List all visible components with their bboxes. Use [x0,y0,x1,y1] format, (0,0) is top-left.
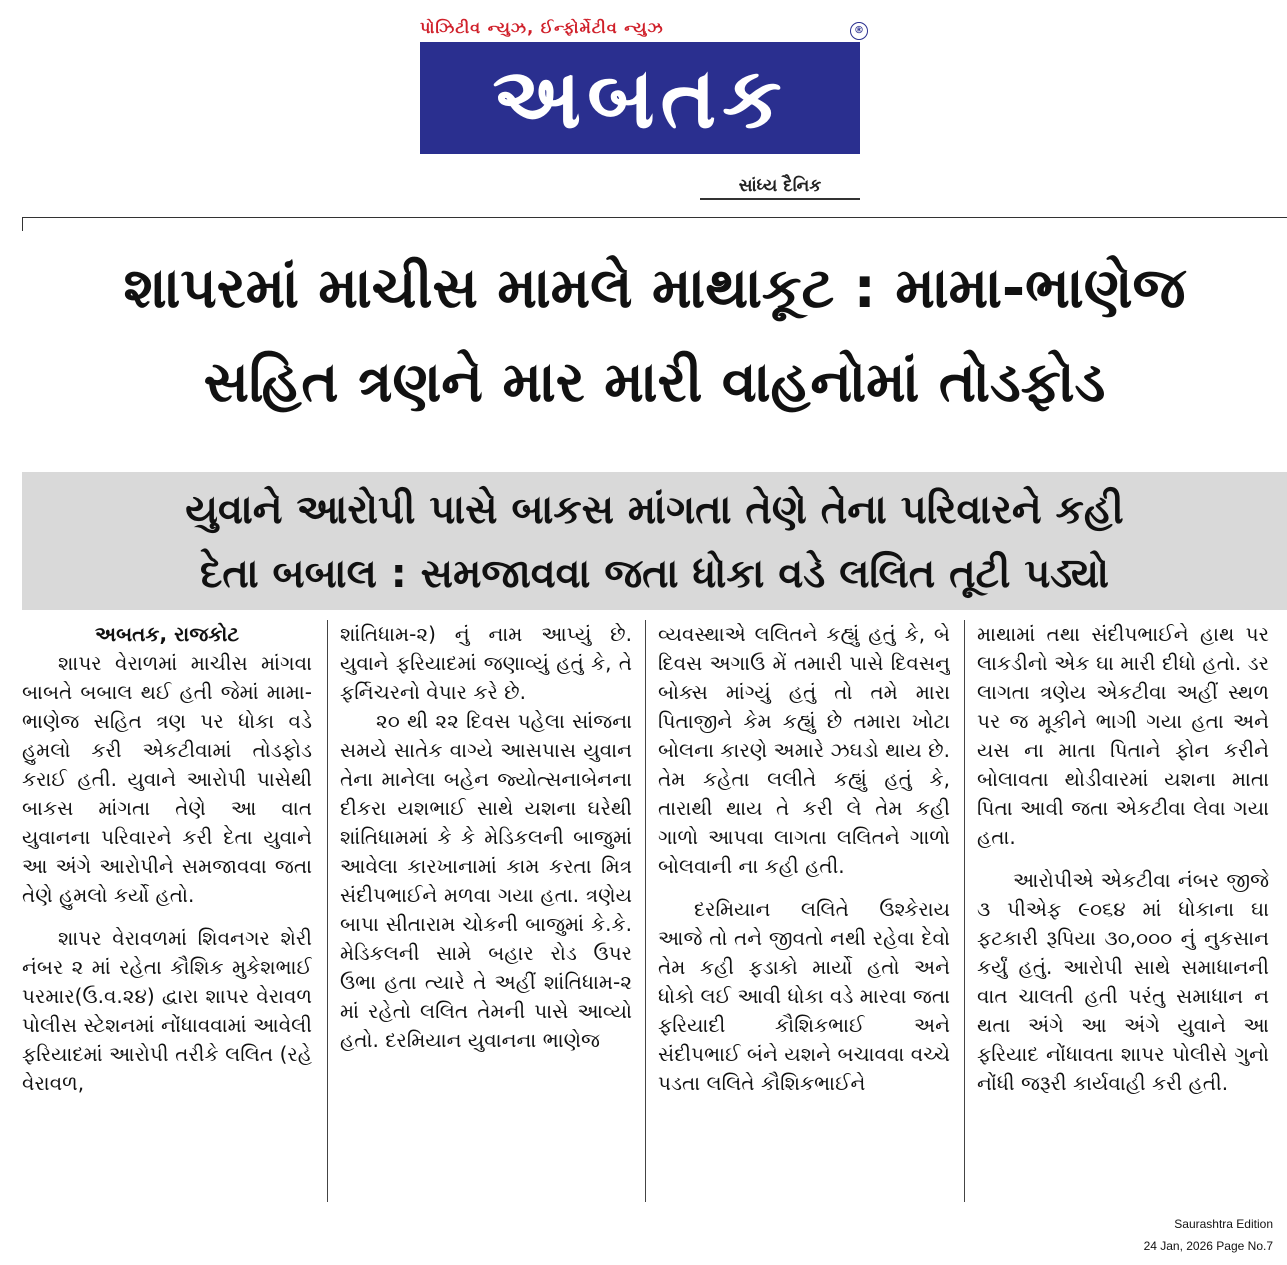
article-paragraph: વ્યવસ્થાએ લલિતને કહ્યું હતું કે, બે દિવસ અગાઉ મેં તમારી પાસે દિવસનુ બોક્સ માંગ્યું હતું તો તમે મારા પિતાજીને કેમ કહ્યું છે તમારા ખોટા બોલના કારણે અમારે ઝઘડો થાય છે. તેમ કહેતા લલીતે કહ્યું હતું કે, તારાથી થાય તે કરી લે તેમ કહી ગાળો આપવા લાગતા લલિતને ગાળો બોલવાની ના કહી હતી. [658,622,950,878]
date-page-label: 24 Jan, 2026 Page No.7 [1143,1239,1273,1253]
article-body [22,620,1287,1202]
subheadline-line-2: દેતા બબાલ : સમજાવવા જતા ધોકા વડે લલિત તૂટી પડ્યો [199,551,1110,597]
article-paragraph: દરમિયાન લલિતે ઉશ્કેરાય આજે તો તને જીવતો નથી રહેવા દેવો તેમ કહી ફડાકો માર્યો હતો અને ધોકો લઈ આવી ધોકા વડે મારવા જતા ફરિયાદી કૌશિકભાઈ અને સંદીપભાઈ બંને યશને બચાવવા વચ્ચે પડતા લલિતે કૌશિકભાઈને [658,897,950,1095]
page-footer [1144,1213,1273,1257]
subheadline-box [22,472,1287,610]
article-paragraph: આરોપીએ એકટીવા નંબર જીજે ૩ પીએફ ૯૦૬૪ માં ધોકાના ઘા ફટકારી રૂપિયા ૩૦,૦૦૦ નું નુકસાન કર્યું હતું. આરોપી સાથે સમાધાનની વાત ચાલતી હતી પરંતુ સમાધાન ન થતા અંગે આ અંગે યુવાને આ ફરિયાદ નોંધાવતા શાપર પોલીસે ગુનો નોંધી જરૂરી કાર્યવાહી કરી હતી. [977,868,1269,1095]
top-divider-tick [22,217,23,231]
headline-line-1: શાપરમાં માચીસ મામલે માથાકૂટ : મામા-ભાણેજ [123,256,1186,321]
masthead [0,0,1287,215]
abtak-logo: અબતક [420,42,860,154]
article-paragraph: શાંતિધામ-૨) નું નામ આપ્યું છે. યુવાને ફરિયાદમાં જણાવ્યું હતું કે, તે ફર્નિચરનો વેપાર કરે છે. [340,622,632,704]
article-column-1 [22,620,312,1202]
subheadline-line-1: યુવાને આરોપી પાસે બાકસ માંગતા તેણે તેના પરિવારને કહી [185,487,1124,533]
masthead-tagline: પોઝિટીવ ન્યુઝ, ઈન્ફોર્મેટીવ ન્યુઝ [420,18,664,37]
article-paragraph: ૨૦ થી ૨૨ દિવસ પહેલા સાંજના સમયે સાતેક વાગ્યે આસપાસ યુવાન તેના માનેલા બહેન જ્યોત્સનાબેનના દીકરા યશભાઈ સાથે યશના ઘરેથી શાંતિધામમાં કે કે મેડિકલની બાજુમાં આવેલા કારખાનામાં કામ કરતા મિત્ર સંદીપભાઈને મળવા ગયા હતા. ત્રણેય બાપા સીતારામ ચોકની બાજુમાં કે.કે. મેડિકલની સામે બહાર રોડ ઉપર ઉભા હતા ત્યારે તે અહીં શાંતિધામ-૨ માં રહેતો લલિત તેમની પાસે આવ્યો હતો. દરમિયાન યુવાનના ભાણેજ [340,709,632,1052]
article-column-2 [340,620,632,1202]
headline [22,242,1287,430]
headline-line-2: સહિત ત્રણને માર મારી વાહનોમાં તોડફોડ [203,350,1106,415]
top-divider [22,217,1287,218]
subtitle-underline [700,198,860,200]
article-paragraph: શાપર વેરાવળમાં શિવનગર શેરી નંબર ૨ માં રહેતા કૌશિક મુકેશભાઈ પરમાર(ઉ.વ.૨૪) દ્વારા શાપર વેરાવળ પોલીસ સ્ટેશનમાં નોંધાવવામાં આવેલી ફરિયાદમાં આરોપી તરીકે લલિત (રહે વેરાવળ, [22,926,312,1095]
masthead-subtitle: સાંધ્ય દૈનિક [738,176,822,196]
article-column-4 [977,620,1269,1202]
column-divider [645,620,646,1202]
edition-label: Saurashtra Edition [1174,1217,1273,1231]
article-column-3 [658,620,950,1202]
column-divider [327,620,328,1202]
column-divider [964,620,965,1202]
article-paragraph: શાપર વેરાળમાં માચીસ માંગવા બાબતે બબાલ થઈ હતી જેમાં મામા-ભાણેજ સહિત ત્રણ પર ધોકા વડે હુમલો કરી એકટીવામાં તોડફોડ કરાઈ હતી. યુવાને આરોપી પાસેથી બાકસ માંગતા તેણે આ વાત યુવાનના પરિવારને કરી દેતા યુવાને આ અંગે આરોપીને સમજાવવા જતા તેણે હુમલો કર્યો હતો. [22,651,312,907]
article-paragraph: માથામાં તથા સંદીપભાઈને હાથ પર લાકડીનો એક ઘા મારી દીધો હતો. ડર લાગતા ત્રણેય એકટીવા અહીં સ્થળ પર જ મૂકીને ભાગી ગયા હતા અને યસ ના માતા પિતાને ફોન કરીને બોલાવતા થોડીવારમાં યશના માતા પિતા આવી જતા એકટીવા લેવા ગયા હતા. [977,622,1269,849]
registered-mark-icon: ® [850,22,868,40]
article-byline: અબતક, રાજકોટ [94,622,240,646]
